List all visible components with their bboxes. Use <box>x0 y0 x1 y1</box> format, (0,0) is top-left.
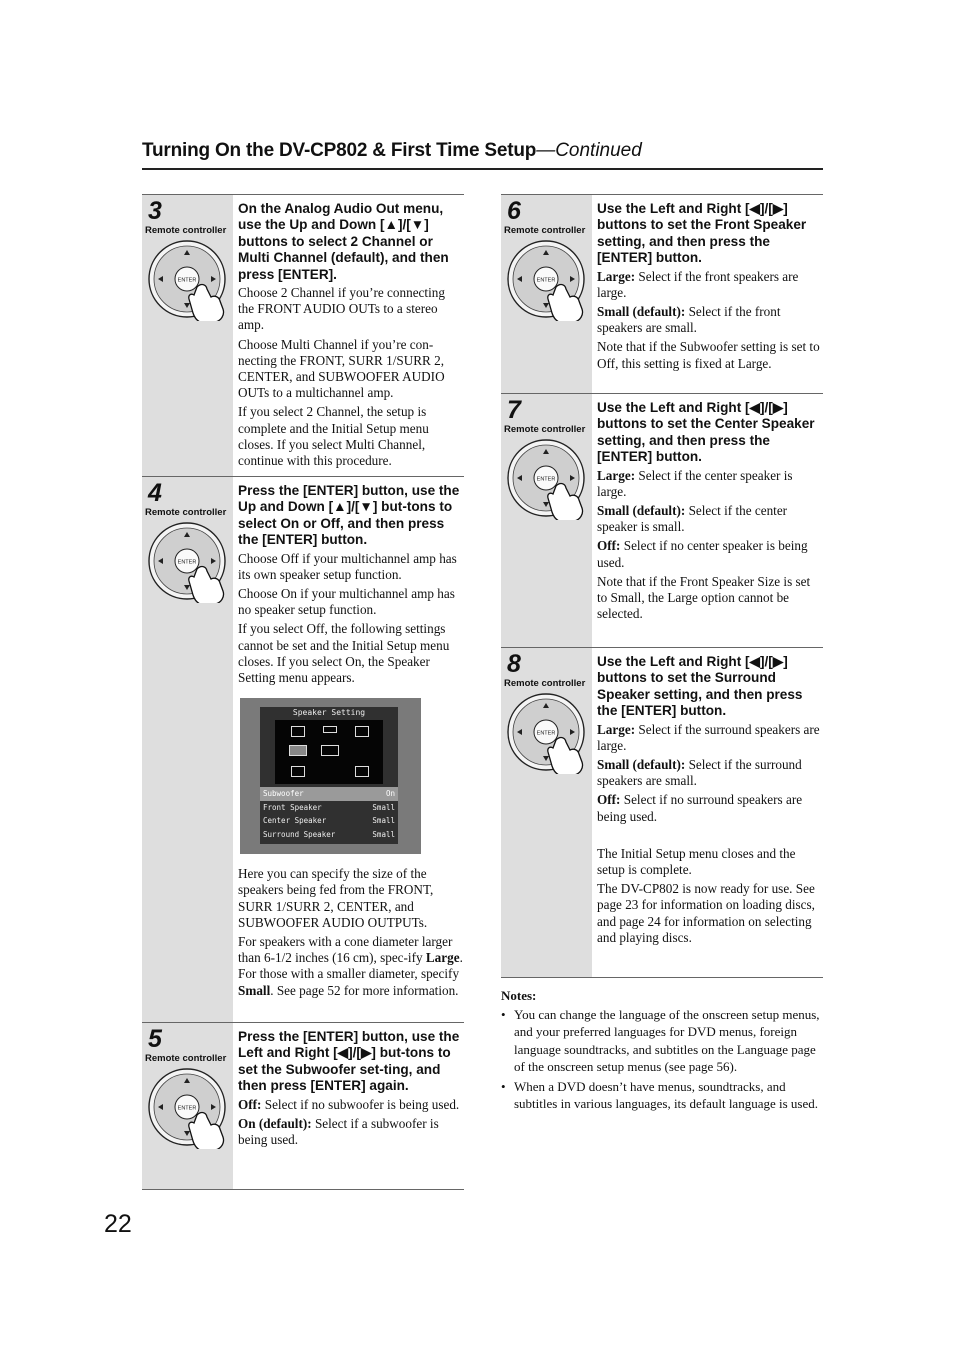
option-off: Off: Select if no subwoofer is being used. <box>238 1096 460 1112</box>
enter-key-label: ENTER <box>536 277 556 284</box>
step-text: For speakers with a cone diameter larger than 6-1/2 inches (16 cm), spec-ify Large. For those with a smaller diameter, specify Small. See page 52 for more information. <box>238 934 463 998</box>
speaker-icon <box>355 766 369 777</box>
step-title: Press the [ENTER] button, use the Up and Down [▲]/[▼] but-tons to select On or Off, and then press the [ENTER] button. <box>238 483 460 548</box>
step-note: Note that if the Subwoofer setting is set to Off, this setting is fixed at Large. <box>597 339 820 371</box>
remote-controller-icon <box>504 436 588 520</box>
enter-key-label: ENTER <box>177 277 197 284</box>
remote-controller-icon <box>145 237 229 321</box>
enter-key-label: ENTER <box>536 730 556 737</box>
step-6-body <box>592 195 823 393</box>
step-4-body <box>233 477 464 1022</box>
remote-controller-label: Remote controller <box>504 225 586 236</box>
remote-controller-label: Remote controller <box>145 1053 227 1064</box>
option-off: Off: Select if no surround speakers are being used. <box>597 792 803 824</box>
step-5 <box>142 1023 464 1190</box>
setting-row-center: Center Speaker Small <box>263 816 395 826</box>
remote-controller-icon <box>145 1065 229 1149</box>
page-number: 22 <box>104 1210 132 1238</box>
option-large: Large: Select if the surround speakers are large. <box>597 721 820 753</box>
step-title: Use the Left and Right [◀]/[▶] buttons to set the Center Speaker setting, and then press the [ENTER] button. <box>597 400 815 465</box>
step-3-sidebar <box>142 195 233 476</box>
speaker-setting-list <box>260 787 398 841</box>
option-small: Small (default): Select if the front speakers are small. <box>597 304 781 336</box>
step-text: Choose 2 Channel if you’re connecting the FRONT AUDIO OUTs to a stereo amp. <box>238 285 445 333</box>
notes-list <box>501 1006 823 1113</box>
step-5-body <box>233 1023 464 1189</box>
notes-section <box>501 987 823 1115</box>
enter-key-label: ENTER <box>177 559 197 566</box>
speaker-icon <box>291 726 305 737</box>
notes-title: Notes: <box>501 988 537 1003</box>
step-6 <box>501 195 823 394</box>
step-text: Here you can specify the size of the speakers being fed from the FRONT, SURR 1/SURR 2, CENTER, and SUBWOOFER AUDIO OUTPUTs. <box>238 866 434 930</box>
option-off: Off: Select if no center speaker is being used. <box>597 538 808 570</box>
step-7 <box>501 394 823 648</box>
right-column <box>501 194 823 978</box>
step-6-sidebar <box>501 195 592 393</box>
step-8 <box>501 648 823 978</box>
speaker-icon <box>323 726 337 733</box>
option-small: Small (default): Select if the center speaker is small. <box>597 503 788 535</box>
step-text: If you select Off, the following settings cannot be set and the Initial Setup menu closes. If you select On, the Speaker Setting menu appears. <box>238 621 450 686</box>
step-number: 6 <box>507 197 521 225</box>
step-4-sidebar <box>142 477 233 1022</box>
left-column <box>142 194 464 1190</box>
remote-controller-label: Remote controller <box>504 424 586 435</box>
step-note: Note that if the Front Speaker Size is set to Small, the Large option cannot be selected. <box>597 573 811 622</box>
remote-controller-icon <box>504 237 588 321</box>
step-title: On the Analog Audio Out menu, use the Up and Down [▲]/[▼] buttons to select 2 Channel or Multi Channel (default), and then press [ENTER]. <box>238 201 449 282</box>
remote-controller-label: Remote controller <box>145 225 227 236</box>
remote-controller-label: Remote controller <box>504 678 586 689</box>
spacer <box>597 828 823 846</box>
note-item: • You can change the language of the onscreen setup menus, and your preferred languages for DVD menus, foreign language soundtracks, and subtitles on the Language page of the onscreen setup menus (see page 56). <box>501 1006 823 1076</box>
step-7-sidebar <box>501 394 592 647</box>
speaker-icon-grid <box>275 720 383 784</box>
remote-controller-label: Remote controller <box>145 507 227 518</box>
option-large: Large: Select if the front speakers are large. <box>597 268 799 300</box>
step-3 <box>142 195 464 477</box>
step-4 <box>142 477 464 1023</box>
step-number: 8 <box>507 650 521 678</box>
step-7-body <box>592 394 823 647</box>
option-on: On (default): Select if a subwoofer is being used. <box>238 1115 439 1148</box>
header-continued: —Continued <box>536 140 642 161</box>
enter-key-label: ENTER <box>536 476 556 483</box>
step-text: Choose On if your multichannel amp has no speaker setup function. <box>238 586 455 618</box>
screen-title: Speaker Setting <box>292 708 366 718</box>
subwoofer-icon <box>321 745 339 756</box>
step-title: Use the Left and Right [◀]/[▶] buttons to set the Front Speaker setting, and then press the [ENTER] button. <box>597 201 807 266</box>
step-3-body <box>233 195 464 476</box>
step-title: Use the Left and Right [◀]/[▶] buttons to set the Surround Speaker setting, and then press the [ENTER] button. <box>597 654 803 719</box>
setting-row-front: Front Speaker Small <box>263 802 395 812</box>
option-large: Large: Select if the center speaker is large. <box>597 467 793 499</box>
step-text: If you select 2 Channel, the setup is complete and the Initial Setup menu closes. If you select Multi Channel, continue with this procedure. <box>238 404 429 469</box>
step-text: The DV-CP802 is now ready for use. See page 23 for information on loading discs, and page 24 for information on selecting and playing discs. <box>597 881 815 945</box>
step-number: 4 <box>148 479 162 507</box>
remote-controller-icon <box>145 519 229 603</box>
page-header <box>142 140 823 170</box>
header-title: Turning On the DV-CP802 & First Time Setup <box>142 140 537 161</box>
speaker-icon <box>355 726 369 737</box>
step-8-sidebar <box>501 648 592 977</box>
step-number: 7 <box>507 396 521 424</box>
speaker-icon <box>291 766 305 777</box>
speaker-icon <box>289 745 307 756</box>
note-item: • When a DVD doesn’t have menus, soundtracks, and subtitles in various languages, its default language is used. <box>501 1078 823 1113</box>
screen-panel <box>260 707 398 844</box>
step-text: Choose Off if your multichannel amp has its own speaker setup function. <box>238 550 457 582</box>
step-title: Press the [ENTER] button, use the Left and Right [◀]/[▶] but-tons to set the Subwoofer set-ting, and then press [ENTER] again. <box>238 1029 460 1094</box>
speaker-setting-screenshot <box>240 698 421 854</box>
setting-row-surround: Surround Speaker Small <box>263 829 395 839</box>
step-text: The Initial Setup menu closes and the setup is complete. <box>597 845 796 878</box>
step-5-sidebar <box>142 1023 233 1189</box>
step-number: 5 <box>148 1025 162 1053</box>
remote-controller-icon <box>504 690 588 774</box>
step-text: Choose Multi Channel if you’re con-necting the FRONT, SURR 1/SURR 2, CENTER, and SUBWOOFER AUDIO OUTs to a multichannel amp. <box>238 336 445 401</box>
setting-row-subwoofer: Subwoofer On <box>260 787 398 801</box>
option-small: Small (default): Select if the surround speakers are small. <box>597 757 802 789</box>
step-8-body <box>592 648 823 977</box>
enter-key-label: ENTER <box>177 1105 197 1112</box>
step-number: 3 <box>148 197 162 225</box>
